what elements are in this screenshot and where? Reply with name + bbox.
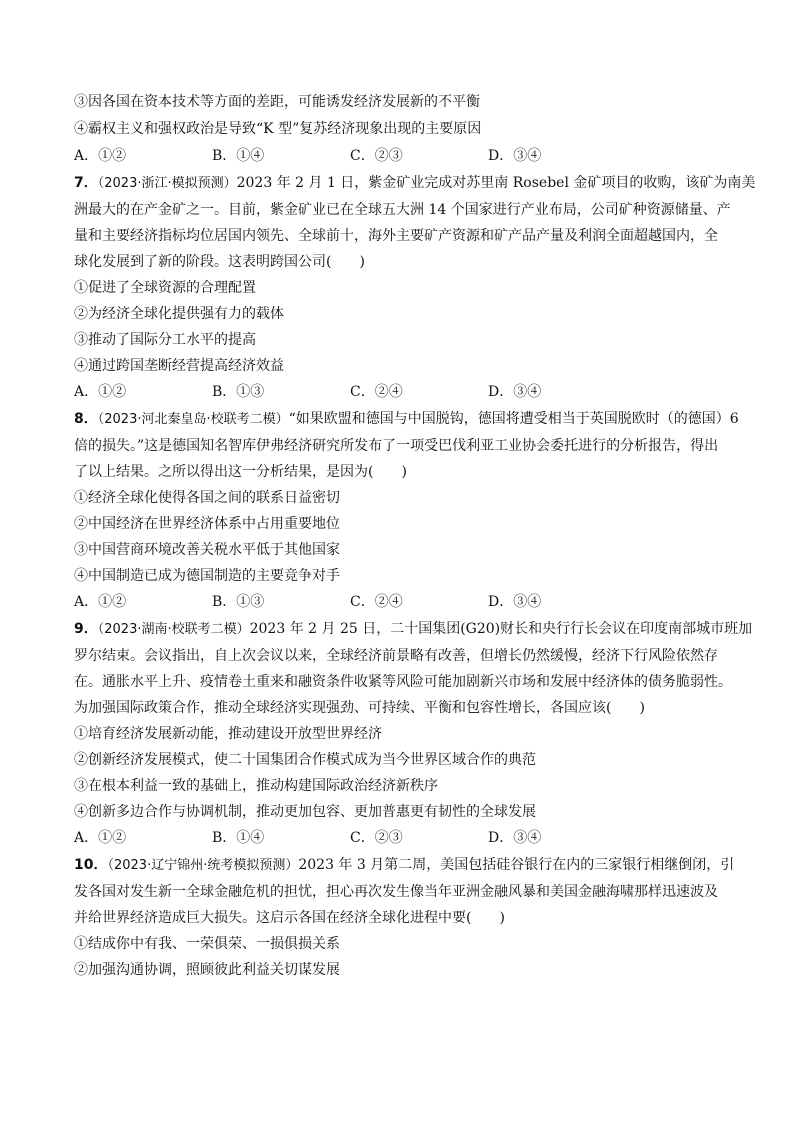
option-d[interactable]: D．③④ xyxy=(488,384,542,400)
question-source: （2023·浙江·模拟预测） xyxy=(97,176,237,191)
choice-item: ②中国经济在世界经济体系中占用重要地位 xyxy=(74,516,340,532)
choice-item: ③推动了国际分工水平的提高 xyxy=(74,332,256,348)
choice-item: ④中国制造已成为德国制造的主要竞争对手 xyxy=(74,568,340,584)
answer-options xyxy=(74,828,754,848)
question-number: 8． xyxy=(74,411,98,427)
question-stem-line xyxy=(74,173,754,194)
choice-item: ④通过跨国垄断经营提高经济效益 xyxy=(74,358,284,374)
answer-options xyxy=(74,592,754,612)
question-source: （2023·辽宁锦州·统考模拟预测） xyxy=(107,858,299,873)
question-stem-line: 了以上结果。之所以得出这一分析结果，是因为( ) xyxy=(74,464,407,480)
choice-item: ②创新经济发展模式，使二十国集团合作模式成为当今世界区域合作的典范 xyxy=(74,752,536,768)
question-stem-line xyxy=(74,855,754,876)
option-d[interactable]: D．③④ xyxy=(488,594,542,610)
option-a[interactable]: A．①② xyxy=(74,148,127,164)
option-b[interactable]: B．①④ xyxy=(212,148,265,164)
choice-item: ④霸权主义和强权政治是导致“K 型”复苏经济现象出现的主要原因 xyxy=(74,121,482,137)
question-6-tail xyxy=(74,92,754,166)
question-8 xyxy=(74,409,754,612)
option-a[interactable]: A．①② xyxy=(74,594,127,610)
choice-item: ③在根本利益一致的基础上，推动构建国际政治经济新秩序 xyxy=(74,778,438,794)
question-source: （2023·河北秦皇岛·校联考二模） xyxy=(97,412,289,427)
question-stem-line: 洲最大的在产金矿之一。目前，紫金矿业已在全球五大洲 14 个国家进行产业布局，公司矿种资源储量、产 xyxy=(74,202,731,218)
choice-item: ③因各国在资本技术等方面的差距，可能诱发经济发展新的不平衡 xyxy=(74,94,480,110)
question-source: （2023·湖南·校联考二模） xyxy=(97,622,250,637)
answer-options xyxy=(74,146,754,166)
option-d[interactable]: D．③④ xyxy=(488,830,542,846)
option-c[interactable]: C．②③ xyxy=(350,148,403,164)
question-stem-line: 倍的损失。”这是德国知名智库伊弗经济研究所发布了一项受巴伐利亚工业协会委托进行的分析报告，得出 xyxy=(74,438,719,454)
choice-item: ②加强沟通协调，照顾彼此利益关切谋发展 xyxy=(74,962,340,978)
question-stem: “如果欧盟和德国与中国脱钩，德国将遭受相当于英国脱欧时（的德国）6 xyxy=(288,411,739,427)
question-stem-line: 球化发展到了新的阶段。这表明跨国公司( ) xyxy=(74,254,365,270)
option-c[interactable]: C．②④ xyxy=(350,594,403,610)
option-a[interactable]: A．①② xyxy=(74,830,127,846)
choice-item: ①培育经济发展新动能，推动建设开放型世界经济 xyxy=(74,726,382,742)
option-c[interactable]: C．②③ xyxy=(350,830,403,846)
question-10 xyxy=(74,855,754,980)
question-number: 7． xyxy=(74,175,98,191)
question-stem-line: 为加强国际政策合作，推动全球经济实现强劲、可持续、平衡和包容性增长，各国应该( ) xyxy=(74,700,645,716)
question-stem: 2023 年 2 月 25 日，二十国集团(G20)财长和央行行长会议在印度南部城市班加 xyxy=(249,621,753,637)
choice-item: ①经济全球化使得各国之间的联系日益密切 xyxy=(74,490,340,506)
question-7 xyxy=(74,173,754,402)
question-stem-line: 并给世界经济造成巨大损失。这启示各国在经济全球化进程中要( ) xyxy=(74,910,505,926)
question-stem-line: 发各国对发生新一全球金融危机的担忧，担心再次发生像当年亚洲金融风暴和美国金融海啸那样迅速波及 xyxy=(74,884,718,900)
choice-item: ③中国营商环境改善关税水平低于其他国家 xyxy=(74,542,340,558)
answer-options xyxy=(74,382,754,402)
question-stem-line xyxy=(74,619,754,640)
option-a[interactable]: A．①② xyxy=(74,384,127,400)
option-b[interactable]: B．①③ xyxy=(212,384,265,400)
question-stem-line: 在。通胀水平上升、疫情卷土重来和融资条件收紧等风险可能加剧新兴市场和发展中经济体的债务脆弱性。 xyxy=(74,674,732,690)
question-number: 9． xyxy=(74,621,98,637)
option-c[interactable]: C．②④ xyxy=(350,384,403,400)
choice-item: ④创新多边合作与协调机制，推动更加包容、更加普惠更有韧性的全球发展 xyxy=(74,804,536,820)
question-stem-line xyxy=(74,409,754,430)
exam-page xyxy=(74,92,754,986)
question-stem-line: 量和主要经济指标均位居国内领先、全球前十，海外主要矿产资源和矿产品产量及利润全面超越国内，全 xyxy=(74,228,718,244)
choice-item: ①结成你中有我、一荣俱荣、一损俱损关系 xyxy=(74,936,340,952)
option-b[interactable]: B．①④ xyxy=(212,830,265,846)
option-d[interactable]: D．③④ xyxy=(488,148,542,164)
choice-item: ②为经济全球化提供强有力的载体 xyxy=(74,306,284,322)
question-stem: 2023 年 3 月第二周，美国包括硅谷银行在内的三家银行相继倒闭，引 xyxy=(298,857,735,873)
question-number: 10． xyxy=(74,857,108,873)
question-stem: 2023 年 2 月 1 日，紫金矿业完成对苏里南 Rosebel 金矿项目的收购，该矿为南美 xyxy=(236,175,756,191)
option-b[interactable]: B．①③ xyxy=(212,594,265,610)
choice-item: ①促进了全球资源的合理配置 xyxy=(74,280,256,296)
question-stem-line: 罗尔结束。会议指出，自上次会议以来，全球经济前景略有改善，但增长仍然缓慢，经济下行风险依然存 xyxy=(74,648,718,664)
question-9 xyxy=(74,619,754,848)
